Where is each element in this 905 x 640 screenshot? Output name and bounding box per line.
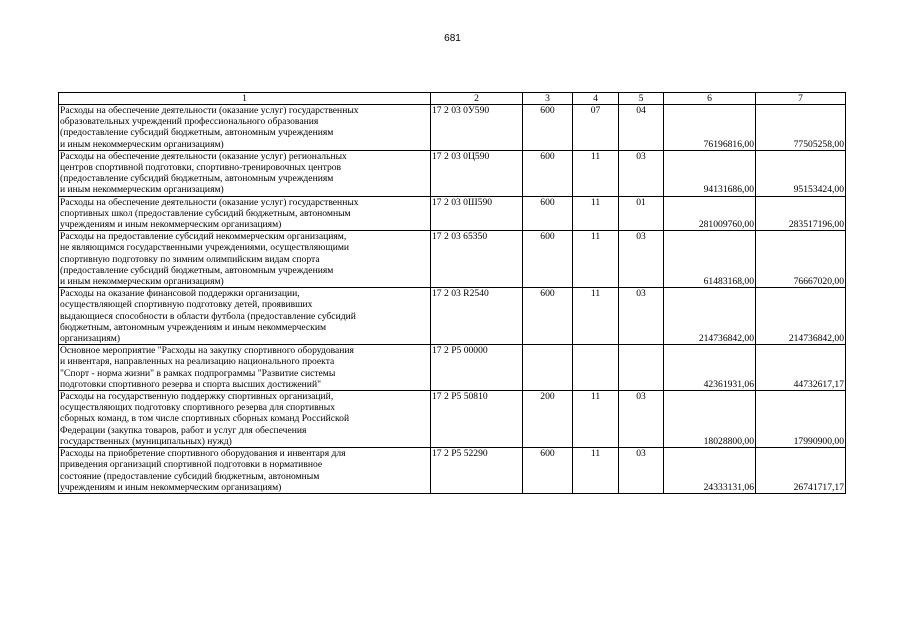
- amount-year-2: 26741717,17: [756, 448, 846, 494]
- budget-classification-code: 17 2 03 65350: [431, 231, 523, 288]
- description-line: образовательных учреждений профессионального образования: [60, 116, 319, 128]
- section-code: 11: [573, 391, 619, 448]
- table-row: [59, 196, 846, 231]
- expense-description: [59, 391, 431, 448]
- budget-classification-code: 17 2 03 0У590: [431, 105, 523, 151]
- description-line: Расходы на государственную поддержку спортивных организаций,: [60, 391, 334, 403]
- description-line: (предоставление субсидий бюджетным, автономным учреждениям: [60, 173, 334, 185]
- description-line: спортивную подготовку по зимним олимпийским видам спорта: [60, 253, 320, 265]
- table-row: [59, 448, 846, 494]
- section-code: [573, 345, 619, 391]
- description-line: Основное мероприятие "Расходы на закупку спортивного оборудования: [60, 345, 354, 357]
- amount-year-2: 77505258,00: [756, 105, 846, 151]
- table-header-row: [59, 93, 846, 105]
- section-code: 11: [573, 150, 619, 196]
- description-line: Расходы на обеспечение деятельности (оказание услуг) государственных: [60, 196, 359, 208]
- expense-type-code: [523, 345, 573, 391]
- table-row: [59, 150, 846, 196]
- expense-description: [59, 448, 431, 494]
- budget-classification-code: 17 2 03 0Ш590: [431, 196, 523, 231]
- description-line: учреждениям и иным некоммерческим организациям): [60, 481, 282, 493]
- amount-year-1: 61483168,00: [664, 231, 756, 288]
- subsection-code: 03: [619, 448, 664, 494]
- description-line: осуществляющей спортивную подготовку детей, проявивших: [60, 299, 313, 311]
- description-line: и иным некоммерческим организациям): [60, 276, 224, 288]
- expense-type-code: 200: [523, 391, 573, 448]
- subsection-code: 03: [619, 150, 664, 196]
- amount-year-1: 214736842,00: [664, 288, 756, 345]
- expense-type-code: 600: [523, 288, 573, 345]
- section-code: 11: [573, 288, 619, 345]
- description-line: Расходы на обеспечение деятельности (оказание услуг) региональных: [60, 150, 347, 162]
- column-header: 2: [431, 93, 523, 105]
- budget-classification-code: 17 2 03 0Ц590: [431, 150, 523, 196]
- expense-description: [59, 105, 431, 151]
- description-line: подготовки спортивного резерва и спорта высших достижений": [60, 378, 321, 390]
- budget-classification-code: 17 2 P5 50810: [431, 391, 523, 448]
- expense-type-code: 600: [523, 150, 573, 196]
- amount-year-1: 76196816,00: [664, 105, 756, 151]
- expense-type-code: 600: [523, 448, 573, 494]
- description-line: выдающиеся способности в области футбола (предоставление субсидий: [60, 310, 356, 322]
- subsection-code: 03: [619, 288, 664, 345]
- description-line: и инвентаря, направленных на реализацию национального проекта: [60, 356, 335, 368]
- expense-description: [59, 150, 431, 196]
- expense-description: [59, 196, 431, 231]
- description-line: приведения организаций спортивной подготовки в нормативное: [60, 459, 323, 471]
- description-line: организациям): [60, 333, 121, 345]
- expense-type-code: 600: [523, 231, 573, 288]
- description-line: и иным некоммерческим организациям): [60, 138, 224, 150]
- description-line: (предоставление субсидий бюджетным, автономным учреждениям: [60, 264, 334, 276]
- column-header: 1: [59, 93, 431, 105]
- amount-year-1: 42361931,06: [664, 345, 756, 391]
- description-line: сборных команд, в том числе спортивных сборных команд Российской: [60, 413, 350, 425]
- column-header: 4: [573, 93, 619, 105]
- amount-year-2: 283517196,00: [756, 196, 846, 231]
- description-line: центров спортивной подготовки, спортивно-тренировочных центров: [60, 162, 342, 174]
- description-line: государственных (муниципальных) нужд): [60, 435, 232, 447]
- section-code: 11: [573, 196, 619, 231]
- expense-description: [59, 288, 431, 345]
- table-row: [59, 288, 846, 345]
- column-header: 3: [523, 93, 573, 105]
- description-line: Расходы на приобретение спортивного оборудования и инвентаря для: [60, 448, 346, 460]
- amount-year-1: 94131686,00: [664, 150, 756, 196]
- expense-description: [59, 345, 431, 391]
- expense-type-code: 600: [523, 196, 573, 231]
- amount-year-2: 17990900,00: [756, 391, 846, 448]
- budget-classification-code: 17 2 03 R2540: [431, 288, 523, 345]
- section-code: 11: [573, 231, 619, 288]
- description-line: "Спорт - норма жизни" в рамках подпрограммы "Развитие системы: [60, 367, 336, 379]
- description-line: бюджетным, автономным учреждениям и иным некоммерческим: [60, 321, 327, 333]
- amount-year-2: 214736842,00: [756, 288, 846, 345]
- expense-type-code: 600: [523, 105, 573, 151]
- description-line: состояние (предоставление субсидий бюджетным, автономным: [60, 470, 320, 482]
- column-header: 6: [664, 93, 756, 105]
- description-line: Федерации (закупка товаров, работ и услуг для обеспечения: [60, 424, 307, 436]
- subsection-code: 01: [619, 196, 664, 231]
- amount-year-1: 24333131,06: [664, 448, 756, 494]
- column-header: 5: [619, 93, 664, 105]
- budget-classification-code: 17 2 P5 52290: [431, 448, 523, 494]
- section-code: 11: [573, 448, 619, 494]
- amount-year-1: 281009760,00: [664, 196, 756, 231]
- subsection-code: 03: [619, 231, 664, 288]
- amount-year-2: 76667020,00: [756, 231, 846, 288]
- section-code: 07: [573, 105, 619, 151]
- table-row: [59, 231, 846, 288]
- subsection-code: 03: [619, 391, 664, 448]
- description-line: Расходы на обеспечение деятельности (оказание услуг) государственных: [60, 105, 359, 116]
- subsection-code: 04: [619, 105, 664, 151]
- description-line: не являющимся государственными учреждениями, осуществляющими: [60, 242, 350, 254]
- description-line: Расходы на предоставление субсидий некоммерческим организациям,: [60, 231, 347, 243]
- column-header: 7: [756, 93, 846, 105]
- table-row: [59, 345, 846, 391]
- table-row: [59, 105, 846, 151]
- amount-year-1: 18028800,00: [664, 391, 756, 448]
- budget-table: [58, 92, 846, 494]
- subsection-code: [619, 345, 664, 391]
- description-line: осуществляющих подготовку спортивного резерва для спортивных: [60, 402, 335, 414]
- expense-description: [59, 231, 431, 288]
- description-line: Расходы на оказание финансовой поддержки организации,: [60, 288, 300, 300]
- description-line: спортивных школ (предоставление субсидий бюджетным, автономным: [60, 207, 351, 219]
- description-line: и иным некоммерческим организациям): [60, 184, 224, 196]
- amount-year-2: 95153424,00: [756, 150, 846, 196]
- page-number: 681: [444, 33, 461, 44]
- description-line: (предоставление субсидий бюджетным, автономным учреждениям: [60, 127, 334, 139]
- budget-classification-code: 17 2 P5 00000: [431, 345, 523, 391]
- description-line: учреждениям и иным некоммерческим организациям): [60, 219, 282, 231]
- table-row: [59, 391, 846, 448]
- amount-year-2: 44732617,17: [756, 345, 846, 391]
